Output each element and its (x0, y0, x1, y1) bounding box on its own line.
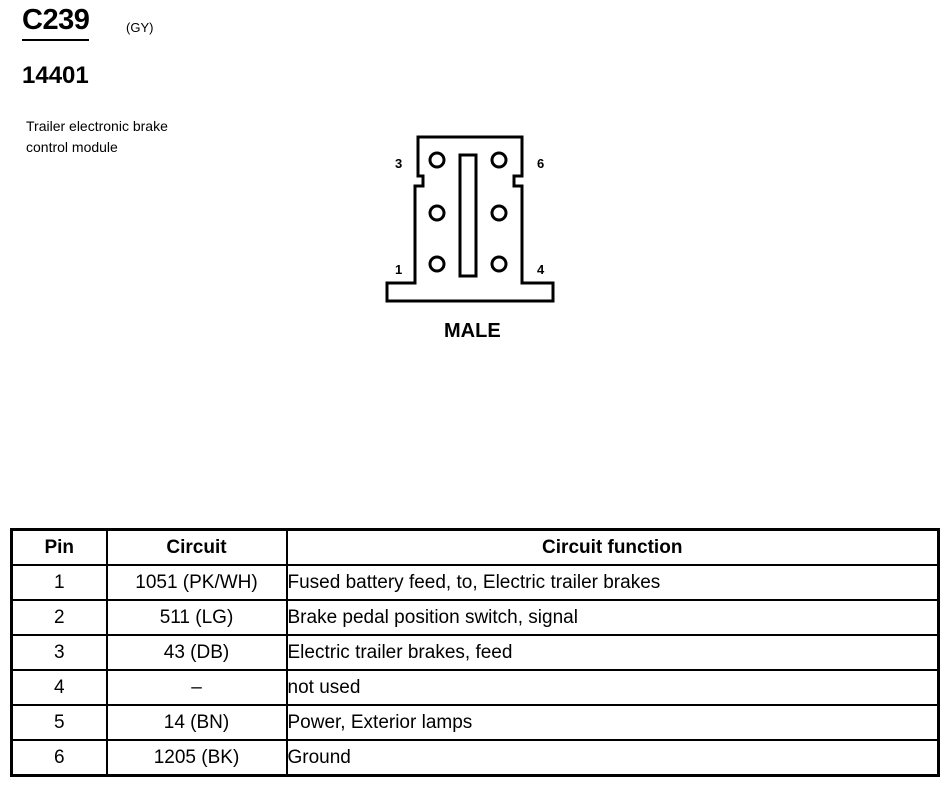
cell-function: Fused battery feed, to, Electric trailer brakes (287, 565, 939, 600)
description-line-2: control module (26, 139, 118, 155)
cell-circuit: 14 (BN) (107, 705, 287, 740)
pin-cavity-1 (430, 257, 444, 271)
table-row (12, 635, 939, 670)
table-row (12, 670, 939, 705)
cell-pin: 1 (12, 565, 107, 600)
connector-id: C239 (22, 2, 89, 41)
pin-label-6: 6 (537, 156, 545, 171)
pin-cavity-6 (492, 153, 506, 167)
connector-gender-label: MALE (444, 320, 501, 342)
color-code: (GY) (126, 20, 154, 35)
pin-label-4: 4 (537, 262, 545, 277)
part-number: 14401 (22, 62, 89, 89)
cell-function: not used (287, 670, 939, 705)
cell-circuit: 43 (DB) (107, 635, 287, 670)
cell-pin: 5 (12, 705, 107, 740)
cell-circuit: 511 (LG) (107, 600, 287, 635)
pin-label-3: 3 (395, 156, 403, 171)
table-header-row (12, 530, 939, 566)
header-circuit: Circuit (107, 530, 287, 566)
cell-function: Electric trailer brakes, feed (287, 635, 939, 670)
header-circuit-function: Circuit function (287, 530, 939, 566)
cell-function: Brake pedal position switch, signal (287, 600, 939, 635)
cell-circuit: 1205 (BK) (107, 740, 287, 776)
pin-cavity-5 (492, 206, 506, 220)
table-row (12, 740, 939, 776)
cell-circuit: 1051 (PK/WH) (107, 565, 287, 600)
pin-label-1: 1 (395, 262, 403, 277)
cell-pin: 6 (12, 740, 107, 776)
cell-circuit: – (107, 670, 287, 705)
pin-cavity-2 (430, 206, 444, 220)
pin-cavity-4 (492, 257, 506, 271)
table-row (12, 600, 939, 635)
cell-pin: 4 (12, 670, 107, 705)
pinout-table (10, 528, 940, 777)
center-key-bar (460, 155, 476, 276)
pin-cavity-3 (430, 153, 444, 167)
header-pin: Pin (12, 530, 107, 566)
cell-pin: 2 (12, 600, 107, 635)
table-row (12, 565, 939, 600)
table-row (12, 705, 939, 740)
cell-function: Power, Exterior lamps (287, 705, 939, 740)
cell-pin: 3 (12, 635, 107, 670)
description-line-1: Trailer electronic brake (26, 118, 168, 134)
cell-function: Ground (287, 740, 939, 776)
